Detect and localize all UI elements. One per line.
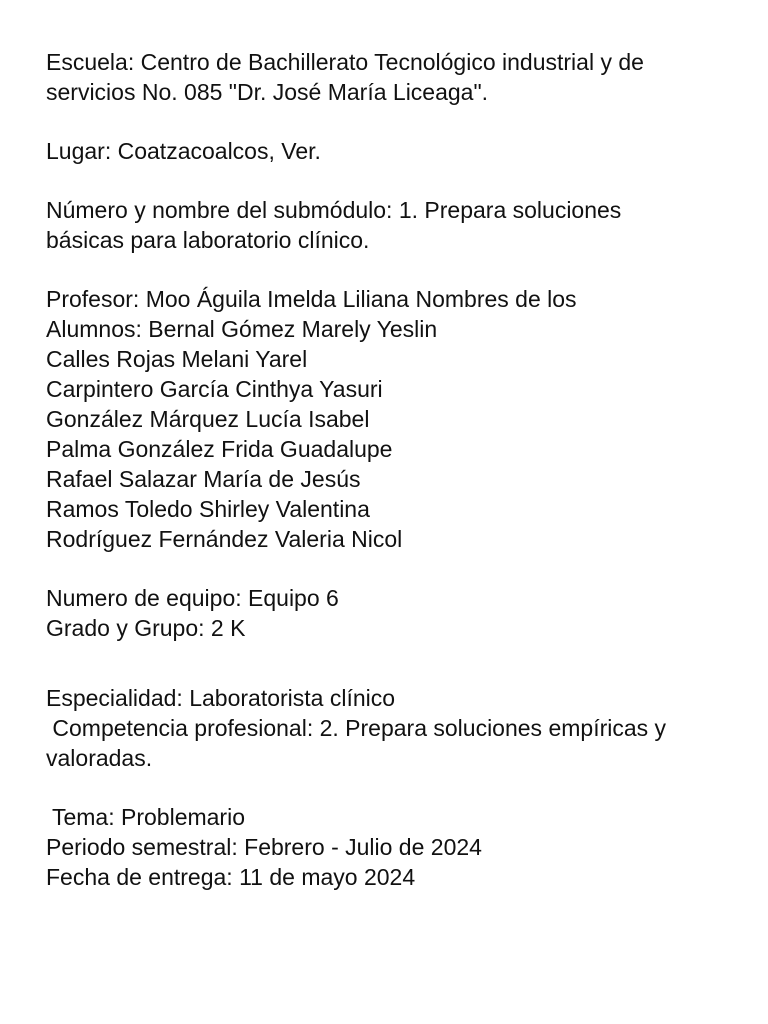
competence-line-1: Competencia profesional: 2. Prepara soluciones empíricas y <box>46 715 667 741</box>
grade-group-line: Grado y Grupo: 2 K <box>46 615 246 641</box>
team-block <box>46 583 746 643</box>
document-page <box>46 47 746 892</box>
school-block <box>46 47 746 107</box>
people-block <box>46 284 746 554</box>
student-name: Ramos Toledo Shirley Valentina <box>46 496 370 522</box>
student-name: González Márquez Lucía Isabel <box>46 406 370 432</box>
specialty-line: Especialidad: Laboratorista clínico <box>46 685 396 711</box>
submodule-block <box>46 195 746 255</box>
place-line: Lugar: Coatzacoalcos, Ver. <box>46 138 321 164</box>
students-heading-line: Alumnos: Bernal Gómez Marely Yeslin <box>46 316 438 342</box>
student-name: Rafael Salazar María de Jesús <box>46 466 361 492</box>
school-line-2: servicios No. 085 "Dr. José María Liceaga". <box>46 79 489 105</box>
school-line-1: Escuela: Centro de Bachillerato Tecnológico industrial y de <box>46 49 644 75</box>
student-name: Carpintero García Cinthya Yasuri <box>46 376 383 402</box>
details-block <box>46 802 746 892</box>
competence-line-2: valoradas. <box>46 745 153 771</box>
delivery-date-line: Fecha de entrega: 11 de mayo 2024 <box>46 864 416 890</box>
teacher-line: Profesor: Moo Águila Imelda Liliana Nombres de los <box>46 286 577 312</box>
student-name: Rodríguez Fernández Valeria Nicol <box>46 526 403 552</box>
submodule-line-2: básicas para laboratorio clínico. <box>46 227 370 253</box>
submodule-line-1: Número y nombre del submódulo: 1. Prepara soluciones <box>46 197 622 223</box>
specialty-block <box>46 683 746 773</box>
student-name: Calles Rojas Melani Yarel <box>46 346 308 372</box>
place-block <box>46 136 746 166</box>
topic-line: Tema: Problemario <box>46 804 245 830</box>
student-name: Palma González Frida Guadalupe <box>46 436 393 462</box>
team-number-line: Numero de equipo: Equipo 6 <box>46 585 339 611</box>
period-line: Periodo semestral: Febrero - Julio de 2024 <box>46 834 482 860</box>
